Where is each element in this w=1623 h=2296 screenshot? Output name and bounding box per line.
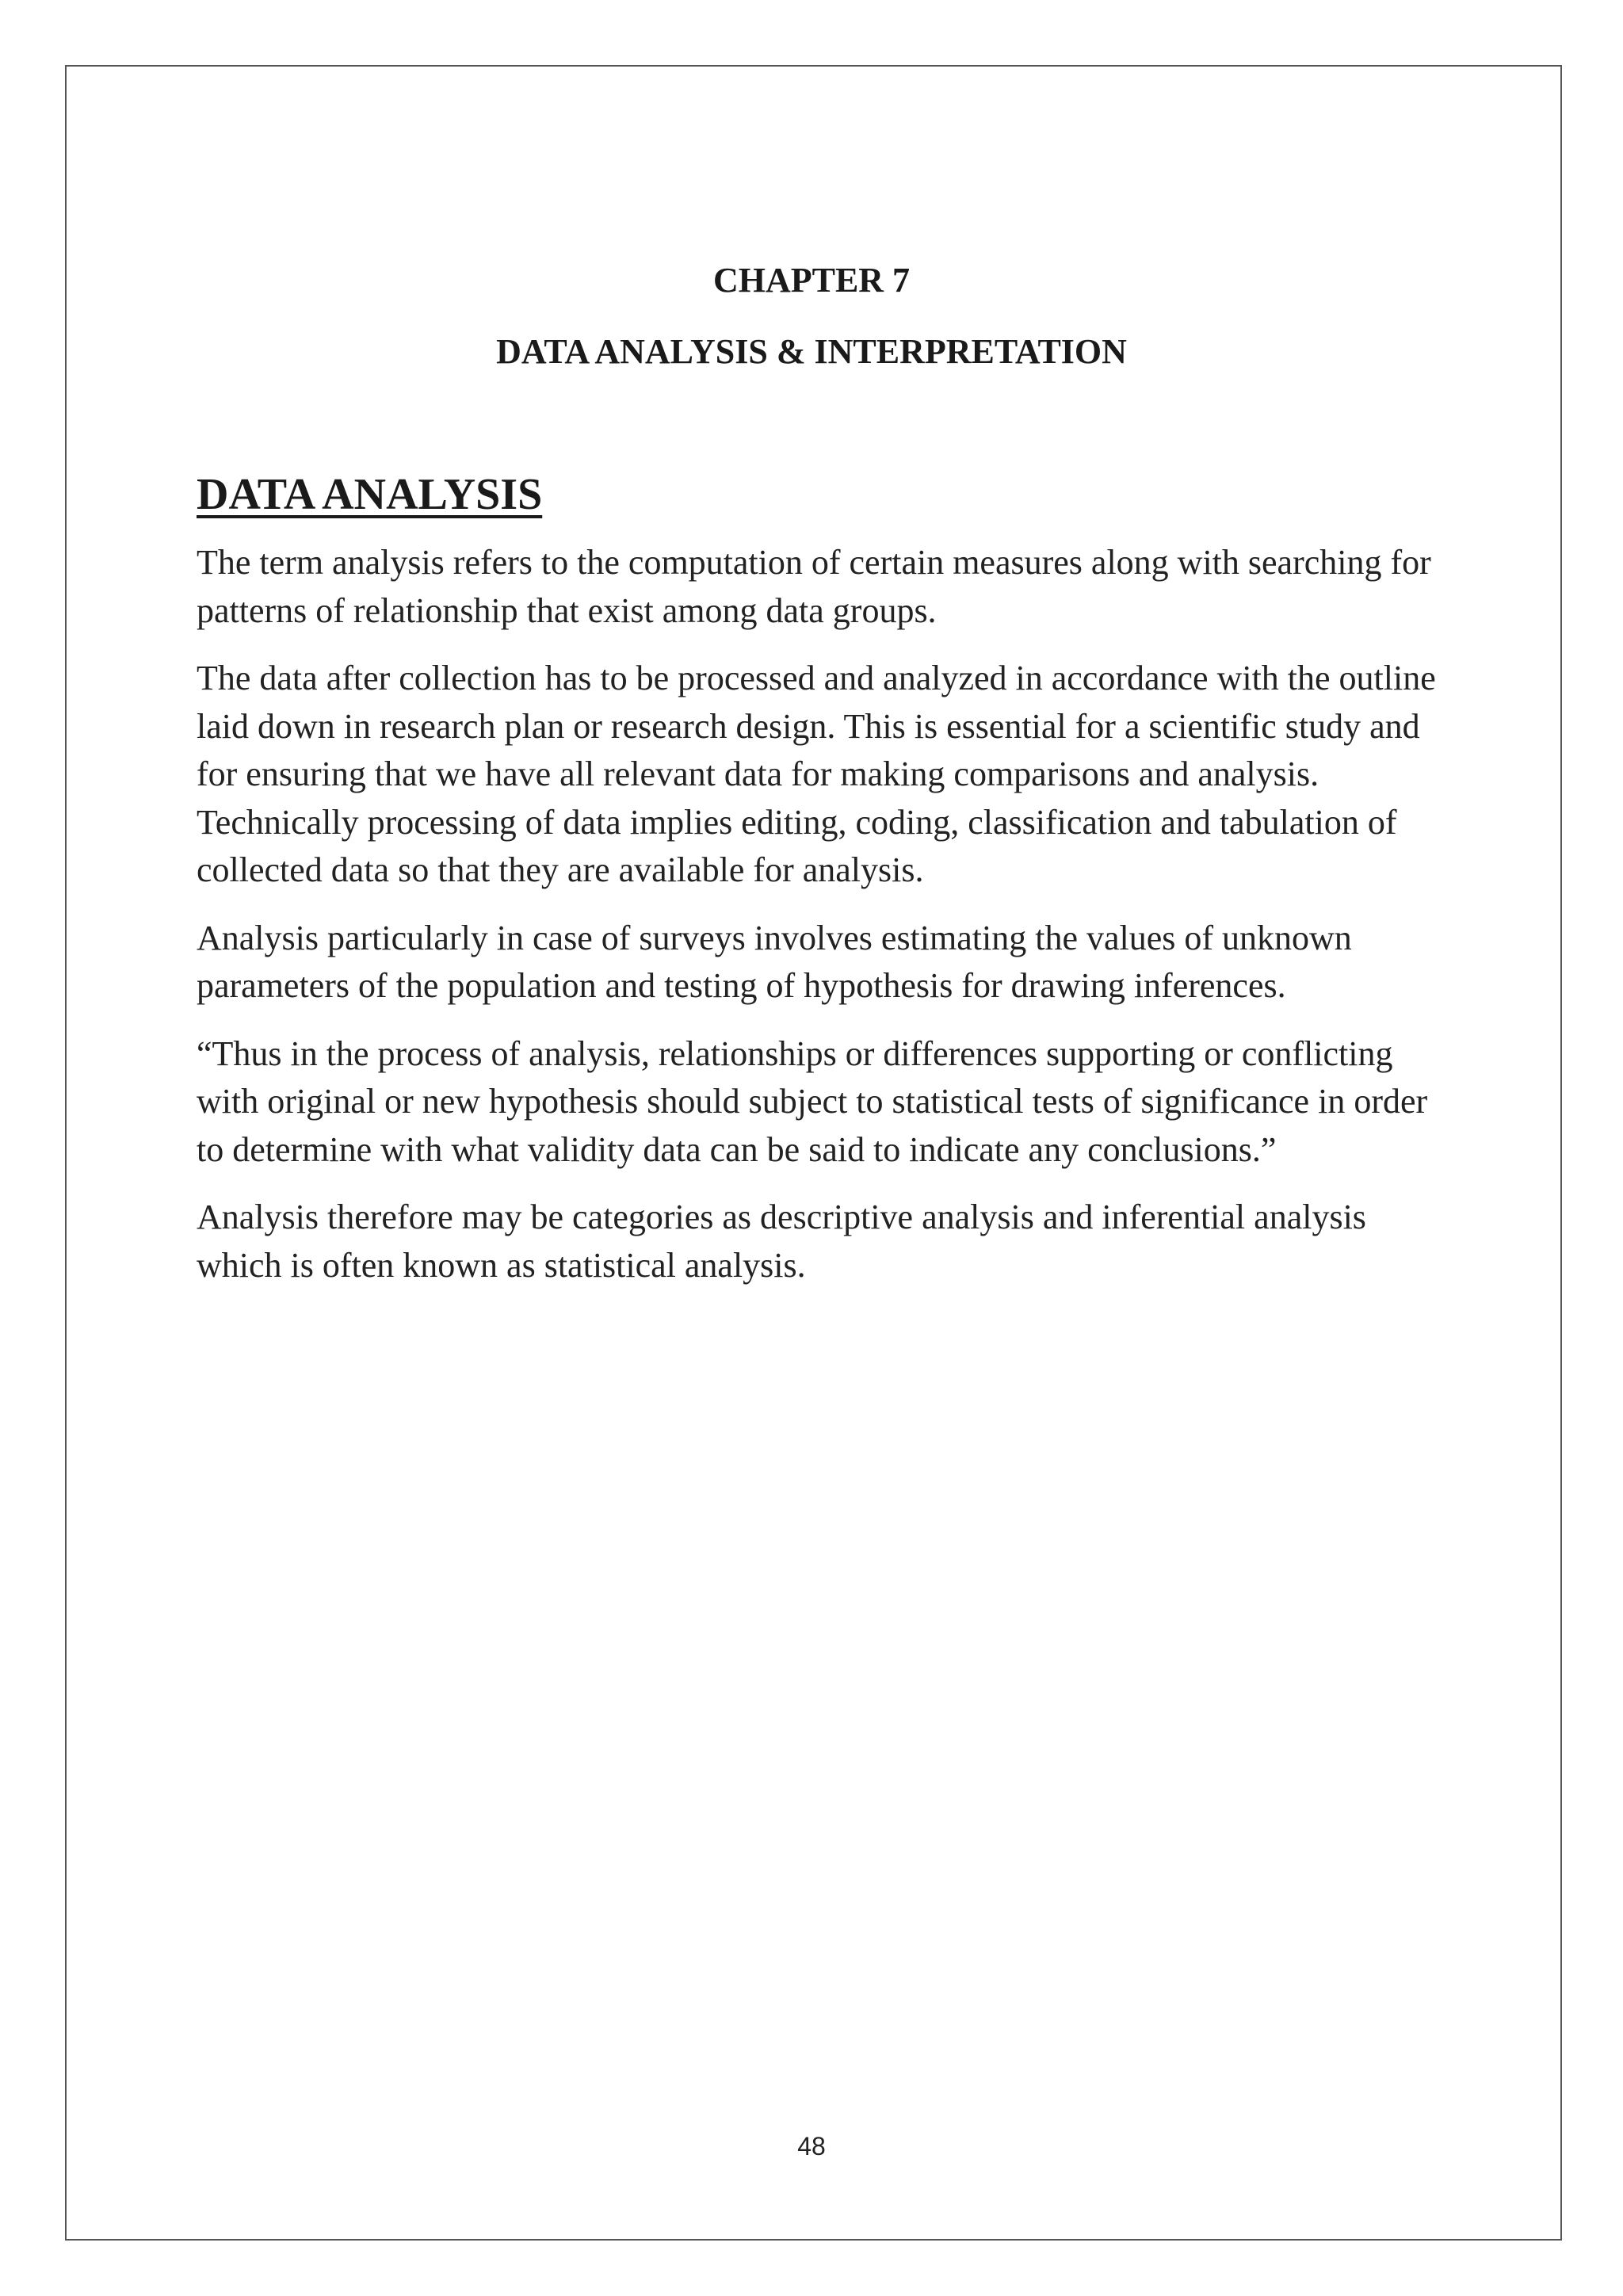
paragraph-5: Analysis therefore may be categories as descriptive analysis and inferential analysis which is often known as statistical analysis. (197, 1198, 1366, 1285)
paragraph-2: The data after collection has to be processed and analyzed in accordance with the outline laid down in research plan or research design. This is essential for a scientific study and for ensuring that we have all relevant data for making comparisons and analysis. Technically processing of data implies editing, coding, classification and tabulation of collected data so that they are available for analysis. (197, 659, 1436, 889)
page-number: 48 (797, 2132, 826, 2160)
body-text (197, 539, 1449, 1309)
section-heading: DATA ANALYSIS (197, 470, 543, 519)
chapter-number: CHAPTER 7 (712, 261, 911, 300)
paragraph-4: “Thus in the process of analysis, relationships or differences supporting or conflicting with original or new hypothesis should subject to statistical tests of significance in order to determine with what validity data can be said to indicate any conclusions.” (197, 1033, 1428, 1169)
chapter-title: DATA ANALYSIS & INTERPRETATION (496, 332, 1127, 371)
paragraph-1: The term analysis refers to the computation of certain measures along with searching for patterns of relationship that exist among data groups. (197, 543, 1431, 630)
paragraph-3: Analysis particularly in case of surveys involves estimating the values of unknown parameters of the population and testing of hypothesis for drawing inferences. (197, 918, 1352, 1005)
